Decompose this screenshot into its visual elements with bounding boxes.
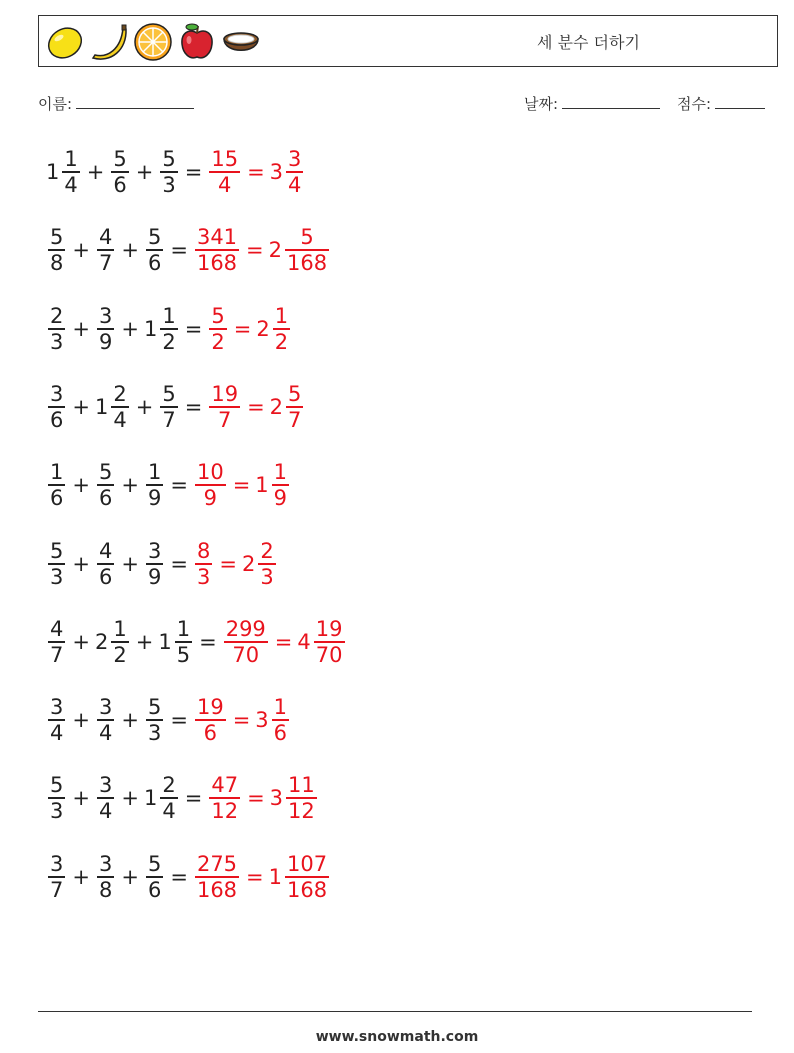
fraction	[48, 852, 65, 902]
plus-sign: +	[72, 629, 90, 654]
numerator: 19	[211, 381, 239, 406]
fraction	[97, 695, 114, 745]
date-field	[524, 93, 660, 114]
name-field	[38, 93, 194, 114]
fraction	[146, 852, 163, 902]
problem-row	[46, 690, 291, 750]
equals-sign: =	[170, 708, 188, 733]
equals-sign: =	[233, 316, 252, 341]
problem-row	[46, 534, 278, 594]
numerator: 5	[50, 225, 64, 250]
numerator: 2	[50, 303, 64, 328]
equals-sign: =	[170, 864, 188, 889]
plus-sign: +	[72, 551, 90, 576]
answer	[193, 539, 278, 589]
fraction	[48, 539, 65, 589]
numerator: 1	[147, 460, 162, 485]
plus-sign: +	[72, 864, 90, 889]
date-blank[interactable]	[562, 94, 660, 109]
fraction	[97, 773, 114, 823]
problem-row	[46, 220, 331, 280]
numerator: 19	[315, 616, 343, 641]
whole-number: 1	[94, 394, 109, 419]
numerator: 3	[98, 851, 113, 876]
footer-url: www.snowmath.com	[315, 1029, 479, 1045]
fraction	[146, 695, 163, 745]
denominator: 7	[288, 407, 302, 432]
fraction	[97, 225, 114, 275]
denominator: 4	[98, 721, 113, 746]
whole-number: 1	[255, 473, 269, 498]
numerator: 4	[98, 225, 113, 250]
numerator: 4	[50, 616, 64, 641]
problem-row	[46, 142, 305, 202]
fraction	[97, 852, 114, 902]
fraction	[175, 617, 192, 667]
denominator: 9	[147, 564, 162, 589]
whole-number: 1	[46, 160, 60, 184]
plus-sign: +	[121, 473, 139, 498]
denominator: 2	[274, 329, 289, 354]
numerator: 299	[225, 616, 266, 641]
equals-sign: =	[247, 786, 265, 811]
numerator: 1	[273, 460, 288, 485]
fraction	[286, 147, 303, 197]
fraction	[209, 773, 240, 823]
denominator: 9	[203, 486, 217, 511]
numerator: 3	[50, 695, 64, 720]
denominator: 3	[50, 564, 64, 589]
whole-number: 3	[269, 160, 284, 184]
fraction	[111, 382, 128, 432]
fraction	[314, 617, 345, 667]
name-blank[interactable]	[76, 94, 194, 109]
equals-sign: =	[232, 708, 251, 733]
denominator: 7	[218, 407, 232, 432]
numerator: 2	[260, 538, 274, 563]
numerator: 3	[288, 147, 302, 171]
plus-sign: +	[72, 238, 90, 263]
fraction	[48, 695, 65, 745]
equals-sign: =	[184, 316, 203, 341]
denominator: 168	[196, 251, 238, 276]
denominator: 6	[147, 877, 162, 902]
fraction	[209, 147, 240, 197]
denominator: 6	[50, 486, 64, 511]
numerator: 5	[162, 381, 176, 406]
fraction	[111, 617, 128, 667]
denominator: 8	[50, 251, 64, 276]
numerator: 3	[147, 538, 162, 563]
equals-sign: =	[170, 473, 188, 498]
apple-icon	[177, 22, 217, 62]
plus-sign: +	[121, 708, 139, 733]
denominator: 4	[162, 799, 176, 824]
fraction	[111, 147, 128, 197]
numerator: 5	[288, 381, 302, 406]
denominator: 168	[287, 251, 328, 276]
denominator: 4	[113, 407, 127, 432]
plus-sign: +	[72, 473, 90, 498]
numerator: 341	[196, 225, 238, 250]
denominator: 2	[162, 329, 176, 354]
fraction	[48, 304, 65, 354]
date-label: 날짜:	[524, 95, 559, 113]
whole-number: 1	[143, 786, 158, 811]
denominator: 4	[218, 173, 232, 197]
plus-sign: +	[121, 551, 139, 576]
equals-sign: =	[247, 394, 265, 419]
denominator: 3	[50, 799, 64, 824]
numerator: 5	[300, 225, 314, 250]
denominator: 12	[288, 799, 315, 824]
denominator: 6	[273, 721, 288, 746]
denominator: 6	[203, 721, 217, 746]
numerator: 19	[196, 695, 224, 720]
answer	[207, 382, 305, 432]
plus-sign: +	[72, 786, 90, 811]
fraction	[209, 382, 240, 432]
worksheet-header	[38, 15, 778, 67]
denominator: 9	[98, 329, 113, 354]
answer	[207, 147, 305, 197]
numerator: 5	[113, 147, 127, 171]
fraction	[286, 773, 317, 823]
fraction	[195, 695, 226, 745]
lemon-icon	[45, 22, 85, 62]
denominator: 168	[196, 877, 238, 902]
equals-sign: =	[184, 160, 203, 184]
numerator: 3	[98, 773, 113, 798]
denominator: 3	[196, 564, 211, 589]
equals-sign: =	[274, 629, 293, 654]
denominator: 70	[315, 642, 343, 667]
numerator: 3	[50, 381, 64, 406]
whole-number: 3	[255, 708, 269, 733]
score-field	[677, 93, 765, 114]
fraction	[48, 617, 65, 667]
plus-sign: +	[121, 786, 139, 811]
denominator: 4	[288, 173, 302, 197]
numerator: 10	[196, 460, 224, 485]
denominator: 7	[162, 407, 176, 432]
numerator: 5	[147, 225, 162, 250]
numerator: 3	[50, 851, 64, 876]
fruit-icons	[45, 22, 261, 62]
fraction	[285, 225, 329, 275]
equals-sign: =	[184, 394, 203, 419]
fraction	[48, 382, 65, 432]
answer	[193, 695, 291, 745]
answer	[193, 852, 331, 902]
numerator: 1	[113, 616, 127, 641]
denominator: 9	[273, 486, 288, 511]
whole-number: 4	[297, 629, 311, 654]
whole-number: 2	[268, 238, 283, 263]
numerator: 5	[162, 147, 176, 171]
denominator: 3	[147, 721, 162, 746]
denominator: 7	[98, 251, 113, 276]
numerator: 1	[274, 303, 289, 328]
fraction	[48, 460, 65, 510]
answer	[207, 773, 318, 823]
numerator: 5	[211, 303, 225, 328]
denominator: 4	[98, 799, 113, 824]
numerator: 15	[211, 147, 239, 171]
fraction	[195, 539, 212, 589]
score-blank[interactable]	[715, 94, 765, 109]
denominator: 6	[98, 486, 113, 511]
fraction	[258, 539, 275, 589]
whole-number: 3	[269, 786, 284, 811]
denominator: 5	[176, 642, 191, 667]
plus-sign: +	[135, 160, 154, 184]
plus-sign: +	[72, 316, 90, 341]
numerator: 3	[98, 303, 113, 328]
denominator: 7	[50, 642, 64, 667]
equals-sign: =	[170, 551, 188, 576]
fraction	[97, 304, 114, 354]
numerator: 11	[288, 773, 315, 798]
numerator: 1	[162, 303, 176, 328]
fraction	[195, 225, 239, 275]
numerator: 1	[273, 695, 288, 720]
fraction	[195, 852, 239, 902]
numerator: 2	[162, 773, 176, 798]
answer	[193, 225, 331, 275]
numerator: 3	[98, 695, 113, 720]
fraction	[146, 460, 163, 510]
denominator: 3	[260, 564, 274, 589]
denominator: 2	[113, 642, 127, 667]
fraction	[160, 773, 177, 823]
fraction	[48, 773, 65, 823]
plus-sign: +	[135, 394, 154, 419]
denominator: 12	[211, 799, 239, 824]
equals-sign: =	[170, 238, 188, 263]
numerator: 5	[50, 538, 64, 563]
equals-sign: =	[232, 473, 251, 498]
denominator: 9	[147, 486, 162, 511]
fraction	[146, 225, 163, 275]
whole-number: 2	[241, 551, 256, 576]
whole-number: 2	[256, 316, 270, 341]
fraction	[160, 382, 177, 432]
problem-row	[46, 847, 331, 907]
plus-sign: +	[72, 394, 90, 419]
fraction	[160, 147, 177, 197]
fraction	[48, 225, 65, 275]
denominator: 7	[50, 877, 64, 902]
fraction	[62, 147, 79, 197]
numerator: 107	[287, 851, 328, 876]
fraction	[272, 460, 289, 510]
orange-slice-icon	[133, 22, 173, 62]
problem-row	[46, 612, 347, 672]
numerator: 1	[176, 616, 191, 641]
denominator: 4	[50, 721, 64, 746]
problem-row	[46, 455, 291, 515]
fraction	[195, 460, 226, 510]
fraction	[285, 852, 329, 902]
numerator: 2	[113, 381, 127, 406]
answer	[193, 460, 291, 510]
fraction	[160, 304, 177, 354]
fraction	[286, 382, 303, 432]
fraction	[97, 460, 114, 510]
coconut-icon	[221, 22, 261, 62]
denominator: 6	[50, 407, 64, 432]
numerator: 5	[147, 851, 162, 876]
denominator: 6	[113, 173, 127, 197]
equals-sign: =	[219, 551, 237, 576]
whole-number: 1	[143, 316, 158, 341]
footer-divider	[38, 1011, 752, 1012]
plus-sign: +	[72, 708, 90, 733]
plus-sign: +	[121, 316, 139, 341]
numerator: 275	[196, 851, 238, 876]
whole-number: 2	[269, 394, 284, 419]
fraction	[97, 539, 114, 589]
plus-sign: +	[121, 864, 139, 889]
plus-sign: +	[86, 160, 105, 184]
equals-sign: =	[246, 864, 264, 889]
equals-sign: =	[199, 629, 217, 654]
score-label: 점수:	[677, 95, 712, 113]
denominator: 6	[147, 251, 162, 276]
name-label: 이름:	[38, 95, 73, 113]
fraction	[224, 617, 268, 667]
plus-sign: +	[135, 629, 154, 654]
plus-sign: +	[121, 238, 139, 263]
denominator: 2	[211, 329, 225, 354]
numerator: 5	[147, 695, 162, 720]
numerator: 8	[196, 538, 211, 563]
answer	[207, 304, 292, 354]
problem-row	[46, 377, 305, 437]
problem-row	[46, 768, 319, 828]
whole-number: 1	[158, 629, 172, 654]
answer	[222, 617, 347, 667]
denominator: 6	[98, 564, 113, 589]
whole-number: 2	[94, 629, 109, 654]
numerator: 1	[64, 147, 78, 171]
fraction	[146, 539, 163, 589]
denominator: 3	[50, 329, 64, 354]
numerator: 4	[98, 538, 113, 563]
fraction	[209, 304, 226, 354]
worksheet-title: 세 분수 더하기	[537, 33, 640, 52]
denominator: 168	[287, 877, 328, 902]
numerator: 47	[211, 773, 239, 798]
numerator: 5	[50, 773, 64, 798]
denominator: 4	[64, 173, 78, 197]
numerator: 1	[50, 460, 64, 485]
denominator: 70	[232, 642, 260, 667]
fraction	[272, 695, 289, 745]
denominator: 3	[162, 173, 176, 197]
equals-sign: =	[247, 160, 265, 184]
banana-icon	[89, 22, 129, 62]
equals-sign: =	[184, 786, 203, 811]
denominator: 8	[98, 877, 113, 902]
problem-row	[46, 299, 292, 359]
numerator: 5	[98, 460, 113, 485]
fraction	[273, 304, 290, 354]
whole-number: 1	[268, 864, 283, 889]
equals-sign: =	[246, 238, 264, 263]
